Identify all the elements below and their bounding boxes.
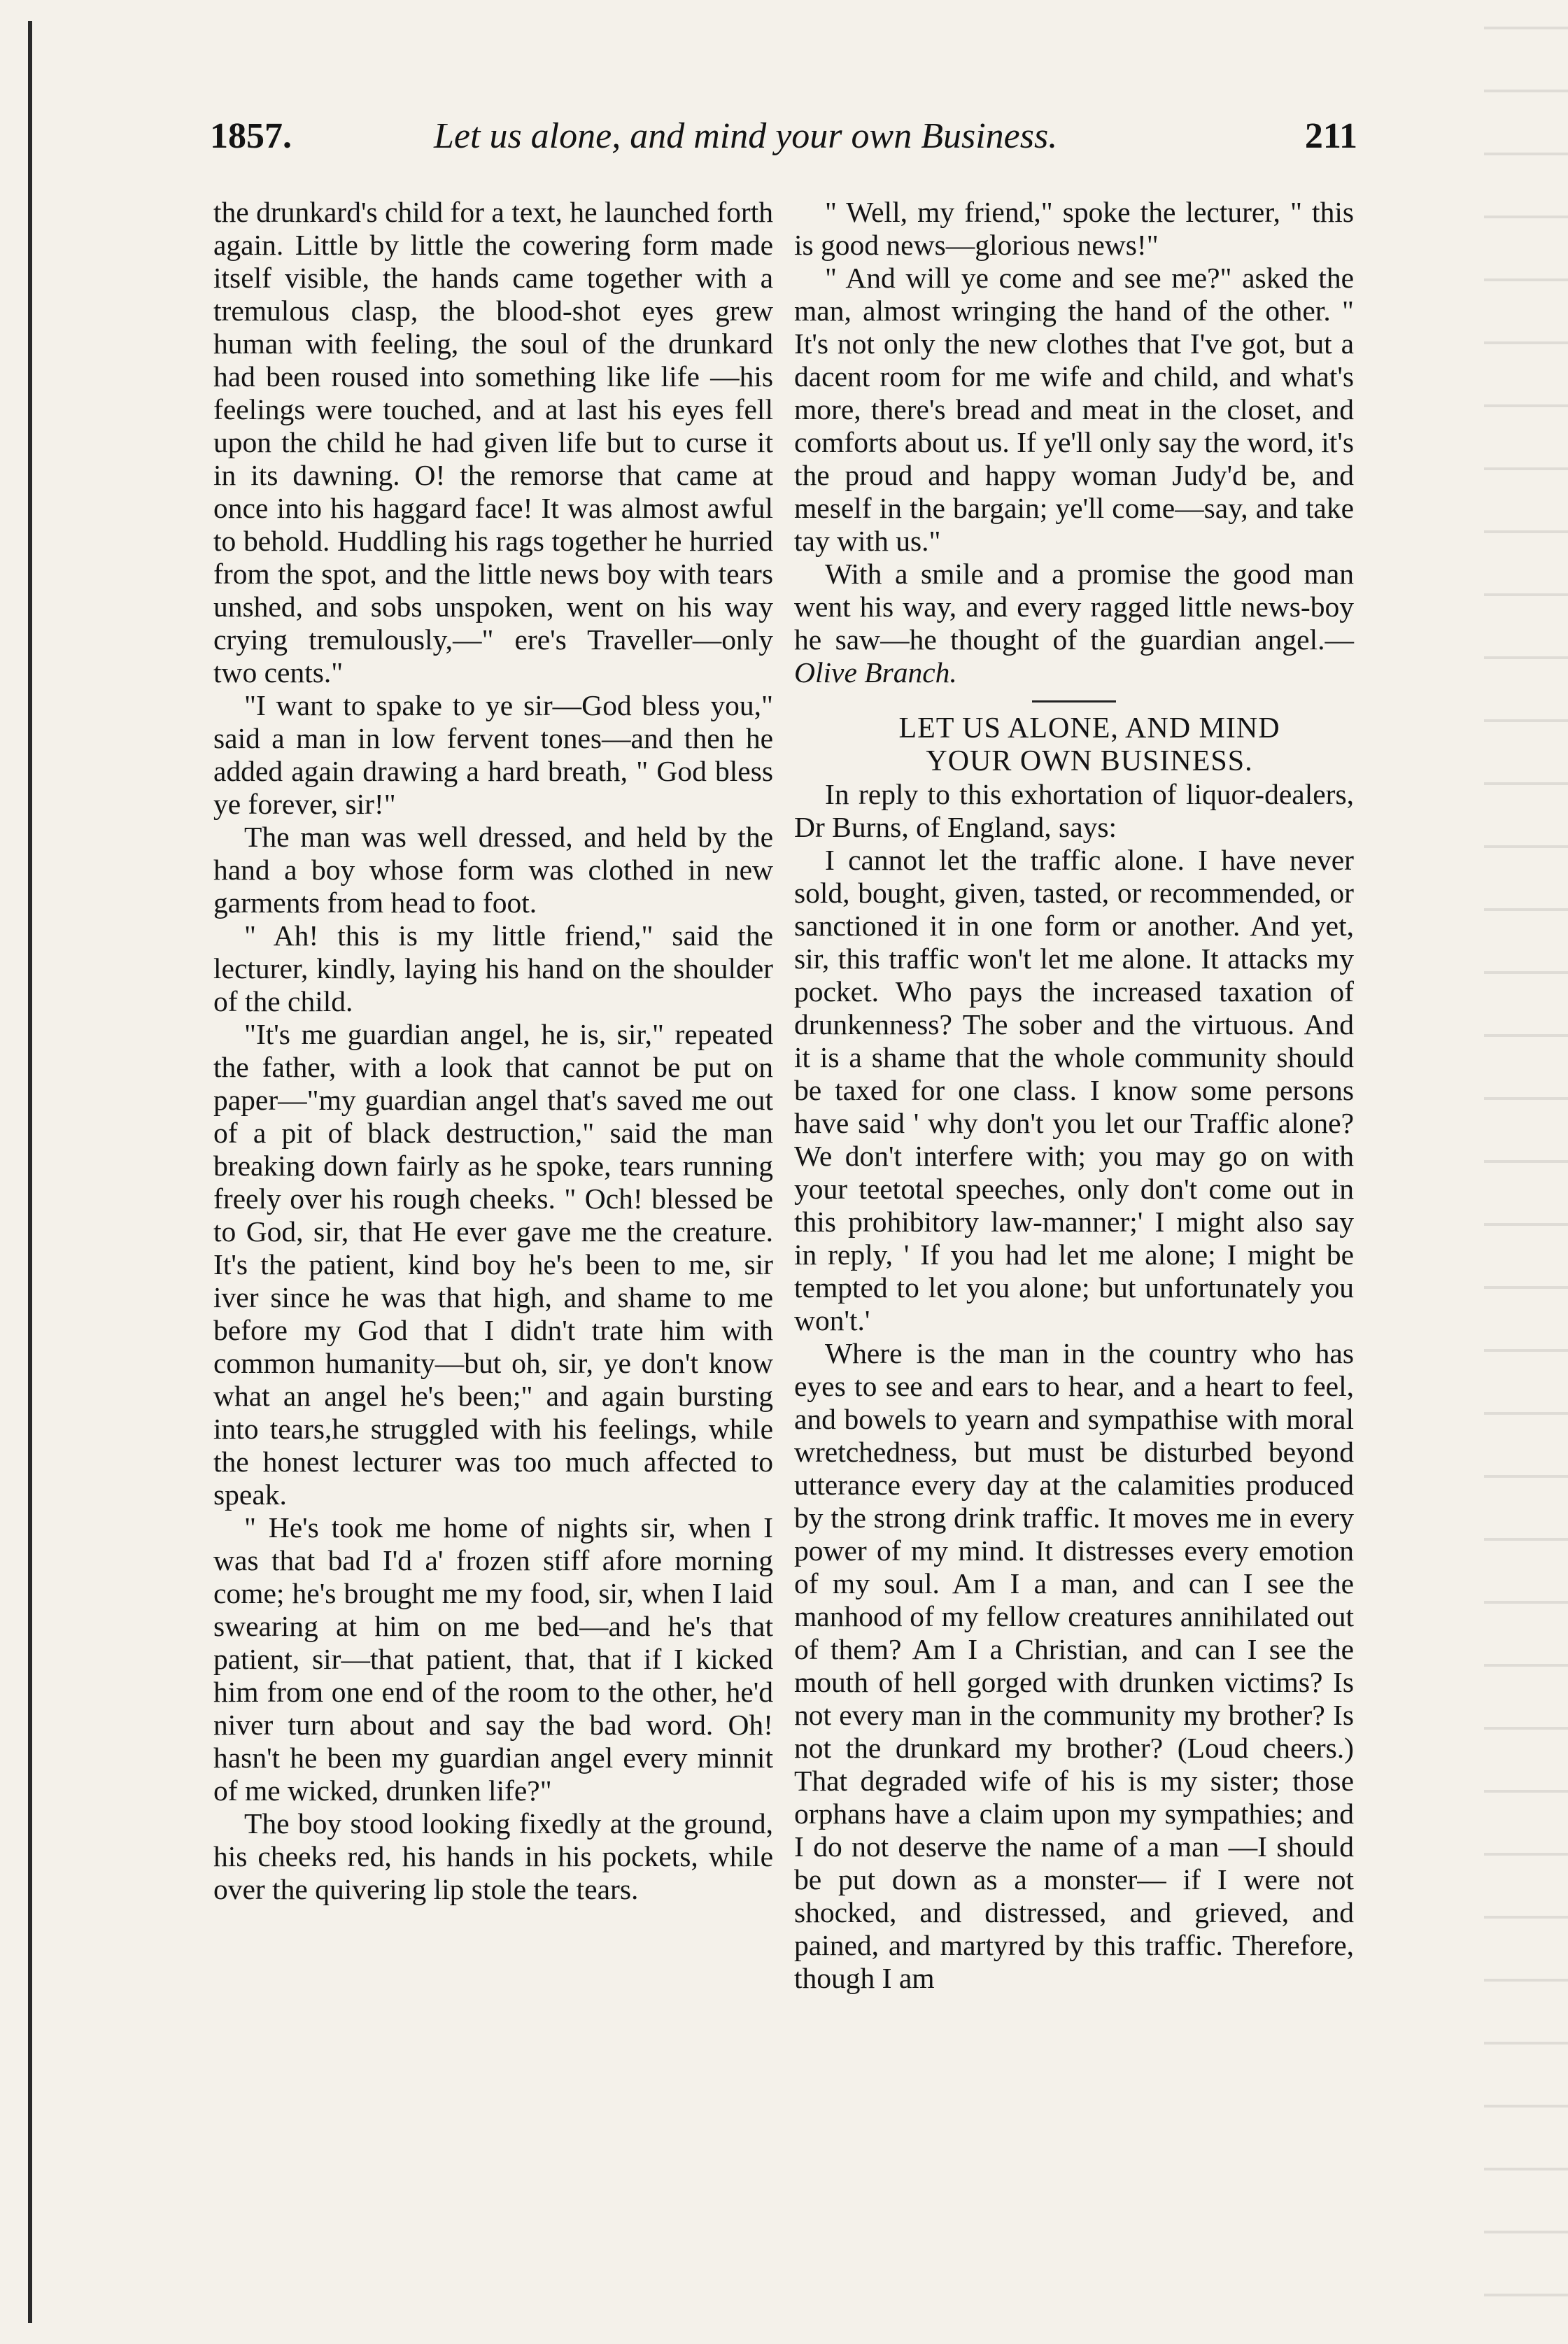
source-signature: Olive Branch. [794,656,957,689]
paragraph: " Well, my friend," spoke the lecturer, " this is good news—glorious news!" [794,196,1354,261]
closing-text: With a smile and a promise the good man went his way, and every ragged little news-boy he saw—he thought of the guardian angel.— [794,558,1354,656]
paragraph: I cannot let the traffic alone. I have never sold, bought, given, tasted, or recommended, or sanctioned it in one form or another. And yet, sir, this traffic won't let me alone. It attacks my pocket. Who pays the increased taxation of drunkenness? The sober and the virtuous. And it is a shame that the whole community should be taxed for one class. I know some persons have said ' why don't you let our Traffic alone? We don't interfere with; you may go on with your teetotal speeches, only don't come out in this prohibitory law-manner;' I might also say in reply, ' If you had let me alone; I might be tempted to let you alone; but unfortunately you won't.' [794,844,1354,1336]
paragraph: "I want to spake to ye sir—God bless you," said a man in low fervent tones—and then he added again drawing a hard breath, " God bless ye forever, sir!" [213,689,773,820]
paragraph: " And will ye come and see me?" asked the man, almost wringing the hand of the other. " It's not only the new clothes that I've got, but a dacent room for me wife and child, and what's more, there's bread and meat in the closet, and comforts about us. If ye'll only say the word, it's the proud and happy woman Judy'd be, and meself in the bargain; ye'll come—say, and take tay with us." [794,262,1354,557]
header-year: 1857. [210,116,292,156]
section-title-line1: LET US ALONE, AND MIND [898,712,1280,744]
paragraph: " Ah! this is my little friend," said the lecturer, kindly, laying his hand on the shoulder of the child. [213,919,773,1017]
running-title: Let us alone, and mind your own Business. [434,116,1058,156]
section-divider [1032,700,1116,703]
paragraph: The boy stood looking fixedly at the ground, his cheeks red, his hands in his pockets, while over the quivering lip stole the tears. [213,1807,773,1905]
paragraph: " He's took me home of nights sir, when I was that bad I'd a' frozen stiff afore morning come; he's brought me my food, sir, when I laid swearing at him on me bed—and he's that patient, sir—that patient, that, that if I kicked him from one end of the room to the other, he'd niver turn about and say the bad word. Oh! hasn't he been my guardian angel every minnit of me wicked, drunken life?" [213,1511,773,1807]
page-header [210,115,1357,171]
page-number: 211 [1304,116,1357,156]
right-column [794,196,1354,1995]
left-column [213,196,773,1906]
page-binding-edge [28,21,32,2323]
paragraph: Where is the man in the country who has eyes to see and ears to hear, and a heart to feel, and bowels to yearn and sympathise with moral wretchedness, but must be disturbed beyond utterance every day at the calamities produced by the strong drink traffic. It moves me in every power of my mind. It distresses every emotion of my soul. Am I a man, and can I see the manhood of my fellow creatures annihilated out of them? Am I a Christian, and can I see the mouth of hell gorged with drunken victims? Is not every man in the community my brother? Is not the drunkard my brother? (Loud cheers.) That degraded wife of his is my sister; those orphans have a claim upon my sympathies; and I do not deserve the name of a man —I should be put down as a monster— if I were not shocked, and distressed, and grieved, and pained, and martyred by this traffic. Therefore, though I am [794,1337,1354,1994]
paragraph: "It's me guardian angel, he is, sir," repeated the father, with a look that cannot be put on paper—"my guardian angel that's saved me out of a pit of black destruction," said the man breaking down fairly as he spoke, tears running freely over his rough cheeks. " Och! blessed be to God, sir, that He ever gave me the creature. It's the patient, kind boy he's been to me, sir iver since he was that high, and shame to me before my God that I didn't trate him with common humanity—but oh, sir, ye don't know what an angel he's been;" and again bursting into tears,he struggled with his feelings, while the honest lecturer was too much affected to speak. [213,1018,773,1511]
paragraph: The man was well dressed, and held by the hand a boy whose form was clothed in new garments from head to foot. [213,821,773,919]
page-right-edge [1484,0,1568,2344]
paragraph: the drunkard's child for a text, he launched forth again. Little by little the cowering form made itself visible, the hands came together with a tremulous clasp, the blood-shot eyes grew human with feeling, the soul of the drunkard had been roused into something like life —his feelings were touched, and at last his eyes fell upon the child he had given life but to curse it in its dawning. O! the remorse that came at once into his haggard face! It was almost awful to behold. Huddling his rags together he hurried from the spot, and the little news boy with tears unshed, and sobs unspoken, went on his way crying tremulously,—" ere's Traveller—only two cents." [213,196,773,689]
closing-paragraph [794,558,1354,689]
section-title-line2: YOUR OWN BUSINESS. [926,745,1253,777]
paragraph: In reply to this exhortation of liquor-dealers, Dr Burns, of England, says: [794,778,1354,843]
